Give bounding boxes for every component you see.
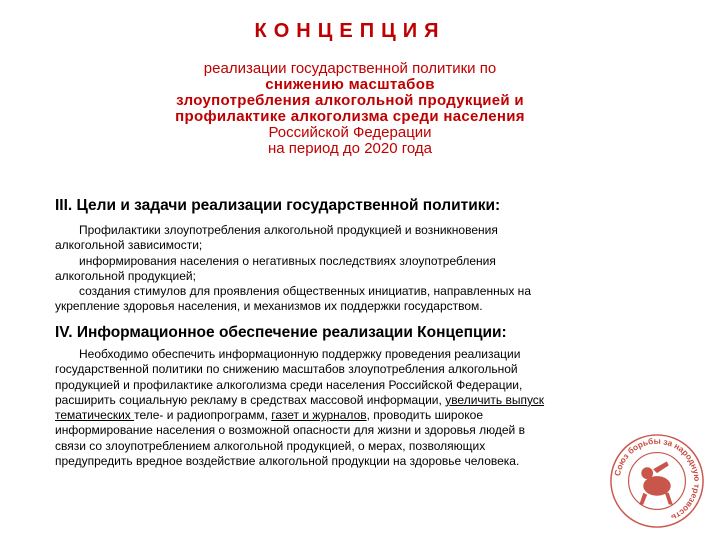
header-bold-line-2: злоупотребления алкогольной продукцией и: [176, 92, 524, 109]
header-line-5: Российской Федерации: [268, 124, 432, 141]
header-bold-line-3: профилактике алкоголизма среди населения: [175, 108, 525, 125]
header-bold-line-1: снижению масштабов: [265, 76, 435, 93]
stamp-seal-icon: [608, 432, 706, 530]
goal-2-line-2: алкогольной продукцией;: [55, 268, 196, 283]
section-3-heading: III. Цели и задачи реализации государственной политики:: [55, 197, 501, 214]
info-underlined-3: газет и журналов: [271, 408, 367, 423]
section-4-body: [55, 347, 615, 469]
info-line-5-text: теле- и радиопрограмм,: [134, 408, 272, 423]
header-line-6: на период до 2020 года: [268, 140, 432, 157]
info-line-4-text: расширить социальную рекламу в средствах массовой информации,: [55, 392, 446, 407]
info-line-2: государственной политики по снижению масштабов злоупотребления алкогольной: [55, 362, 518, 377]
goal-1-line-1: Профилактики злоупотребления алкогольной продукцией и возникновения: [79, 223, 498, 237]
stamp-text: Союз борьбы за народную трезвость: [612, 435, 703, 524]
document-header: [100, 61, 600, 157]
info-underlined-2: тематических: [55, 408, 135, 423]
info-line-5-tail: , проводить широкое: [366, 408, 483, 423]
info-line-1: Необходимо обеспечить информационную поддержку проведения реализации: [79, 347, 521, 361]
goal-2-line-1: информирования населения о негативных последствиях злоупотребления: [79, 253, 496, 268]
info-line-5: [55, 408, 615, 423]
info-line-3: продукцией и профилактике алкоголизма среди населения Российской Федерации,: [55, 377, 523, 392]
info-line-4: [55, 393, 615, 408]
info-line-7: связи со злоупотреблением алкогольной продукцией, о мерах, позволяющих: [55, 438, 486, 453]
goal-1-line-2: алкогольной зависимости;: [55, 238, 203, 253]
page-title: КОНЦЕПЦИЯ: [254, 20, 446, 42]
info-line-8: предупредить вредное воздействие алкогольной продукции на здоровье человека.: [55, 454, 520, 469]
goal-3-line-1: создания стимулов для проявления общественных инициатив, направленных на: [79, 284, 531, 299]
header-line-1: реализации государственной политики по: [203, 60, 497, 77]
section-4-heading: IV. Информационное обеспечение реализации Концепции:: [55, 324, 507, 341]
goal-3-line-2: укрепление здоровья населения, и механизмов их поддержки государством.: [55, 299, 483, 314]
info-underlined-1: увеличить выпуск: [445, 392, 545, 407]
info-line-6: информирование населения о возможной опасности для жизни и здоровья людей в: [55, 423, 525, 438]
section-3-body: [55, 223, 615, 315]
